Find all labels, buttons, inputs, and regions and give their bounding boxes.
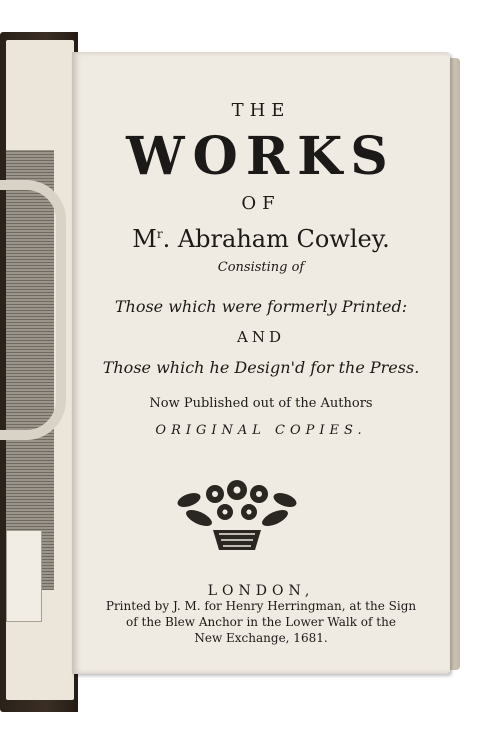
portrait-frame <box>0 180 66 440</box>
imprint-line-3: New Exchange, 1681. <box>194 631 328 645</box>
title-works: WORKS <box>126 126 396 187</box>
designed-line: Those which he Design'd for the Press. <box>102 358 420 377</box>
original-copies-line: ORIGINAL COPIES. <box>155 423 367 438</box>
author-prefix: M <box>132 225 157 253</box>
imprint-place: LONDON, <box>207 583 315 599</box>
published-line: Now Published out of the Authors <box>149 396 373 411</box>
imprint-line-1: Printed by J. M. for Henry Herringman, at the Sign <box>105 599 417 613</box>
and-line: AND <box>237 328 285 346</box>
title-of: OF <box>241 193 281 214</box>
author-sup: r <box>156 227 163 241</box>
title-the: THE <box>231 100 291 121</box>
consisting-of: Consisting of <box>217 260 305 275</box>
imprint-line-2: of the Blew Anchor in the Lower Walk of the <box>126 615 396 629</box>
imprint-block <box>72 598 450 646</box>
author-surname: . Abraham Cowley. <box>162 225 390 253</box>
frontispiece-page <box>6 40 74 700</box>
author-name <box>72 225 450 253</box>
formerly-printed-line: Those which were formerly Printed: <box>114 297 408 316</box>
title-page <box>72 52 450 674</box>
flower-basket-ornament-icon <box>175 480 299 552</box>
engraved-pedestal <box>6 530 42 622</box>
